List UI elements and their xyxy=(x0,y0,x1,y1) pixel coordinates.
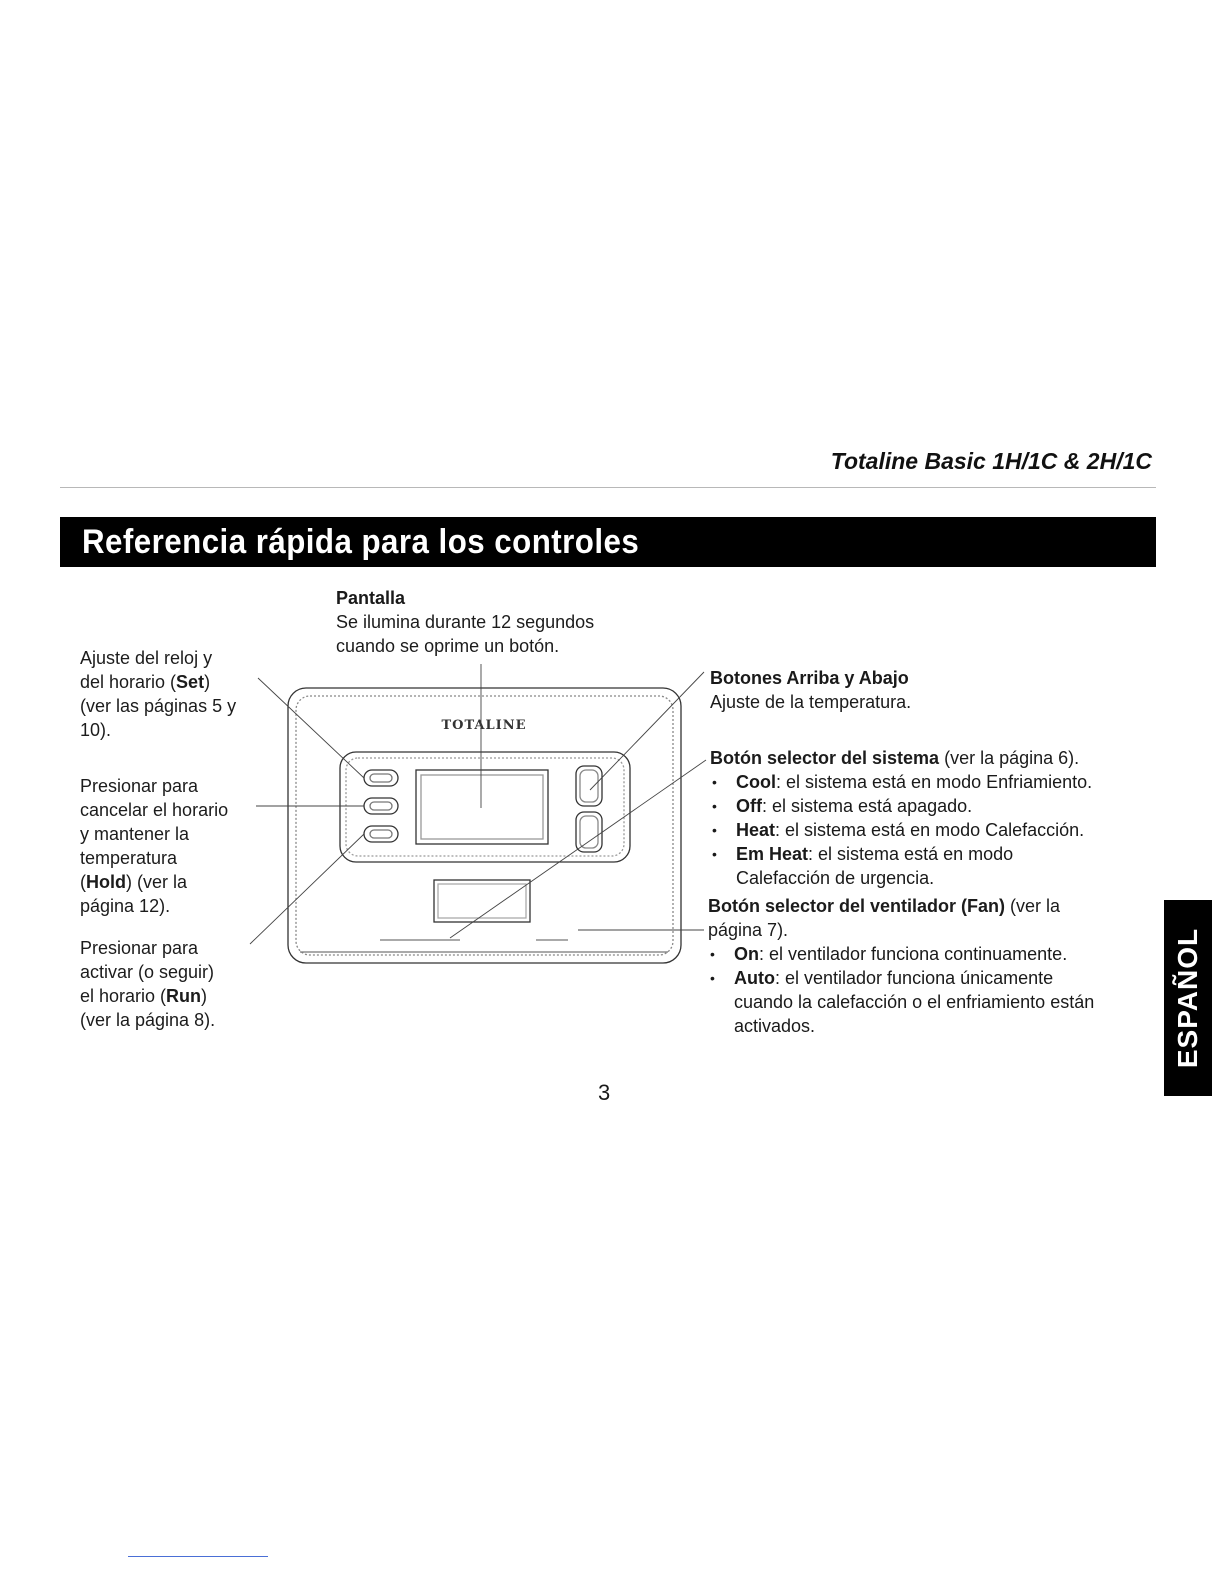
document-header-title: Totaline Basic 1H/1C & 2H/1C xyxy=(830,448,1152,474)
list-item: • Em Heat: el sistema está en modo Calefacción de urgencia. xyxy=(710,842,1150,890)
hold-line3: y mantener la xyxy=(80,824,190,844)
run-button[interactable] xyxy=(364,826,398,842)
run-line4: (ver la página 8). xyxy=(80,1010,216,1030)
hold-line1: Presionar para xyxy=(80,776,199,796)
updown-title: Botones Arriba y Abajo xyxy=(710,668,909,688)
display-screen xyxy=(416,770,548,844)
list-item: • Auto: el ventilador funciona únicamente cuando la calefacción o el enfriamiento están activados. xyxy=(708,966,1148,1038)
pantalla-desc-line2: cuando se oprime un botón. xyxy=(336,636,560,656)
run-line3: el horario (Run) xyxy=(80,986,208,1006)
pantalla-desc-line1: Se ilumina durante 12 segundos xyxy=(336,612,595,632)
language-tab xyxy=(1164,900,1212,1096)
fan-title: Botón selector del ventilador (Fan) xyxy=(708,896,1006,916)
updown-desc: Ajuste de la temperatura. xyxy=(710,692,912,712)
control-panel xyxy=(340,752,630,862)
system-heading: Botón selector del sistema (ver la página 6). xyxy=(710,748,1080,768)
set-line4: 10). xyxy=(80,720,112,740)
pantalla-title: Pantalla xyxy=(336,588,406,608)
language-tab-label: ESPAÑOL xyxy=(1172,927,1203,1069)
run-line1: Presionar para xyxy=(80,938,199,958)
list-item: • Heat: el sistema está en modo Calefacción. xyxy=(710,818,1150,842)
hold-line2: cancelar el horario xyxy=(80,800,229,820)
footer-rule xyxy=(128,1556,268,1557)
hold-button[interactable] xyxy=(364,798,398,814)
hold-line6: página 12). xyxy=(80,896,171,916)
hold-line4: temperatura xyxy=(80,848,178,868)
set-line3: (ver las páginas 5 y xyxy=(80,696,237,716)
list-item: • On: el ventilador funciona continuamente. xyxy=(708,942,1148,966)
list-item: • Off: el sistema está apagado. xyxy=(710,794,1150,818)
set-line1: Ajuste del reloj y xyxy=(80,648,213,668)
run-term: Run xyxy=(166,986,202,1006)
run-line2: activar (o seguir) xyxy=(80,962,215,982)
section-title: Referencia rápida para los controles xyxy=(82,523,640,561)
set-line2: del horario (Set) xyxy=(80,672,211,692)
set-button[interactable] xyxy=(364,770,398,786)
fan-heading-line2: página 7). xyxy=(708,920,789,940)
brand-logo: TOTALINE xyxy=(441,718,527,733)
hold-term: Hold xyxy=(86,872,126,892)
fan-heading: Botón selector del ventilador (Fan) (ver la xyxy=(708,896,1061,916)
list-item: • Cool: el sistema está en modo Enfriamiento. xyxy=(710,770,1150,794)
hold-line5: (Hold) (ver la xyxy=(80,872,188,892)
set-term: Set xyxy=(176,672,205,692)
page-number: 3 xyxy=(598,1080,611,1105)
system-title: Botón selector del sistema xyxy=(710,748,940,768)
